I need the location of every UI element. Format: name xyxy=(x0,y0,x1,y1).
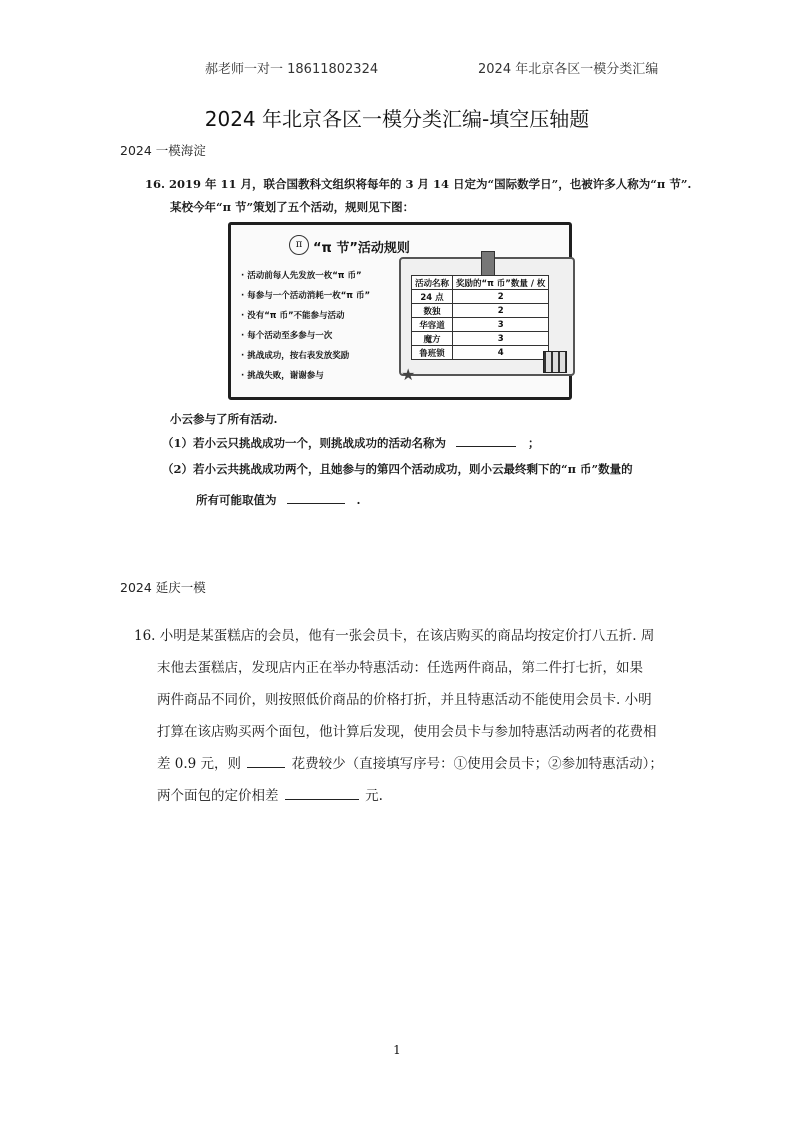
sub-question-2-end: . xyxy=(356,493,361,507)
line6-end: 元. xyxy=(365,788,383,804)
star-icon: ★ xyxy=(401,365,416,384)
table-cell: 魔方 xyxy=(412,332,453,346)
table-header: 奖励的“π 币”数量 / 枚 xyxy=(453,276,549,290)
sub-question-2-line1: （2）若小云共挑战成功两个，且她参与的第四个活动成功，则小云最终剩下的“π 币”数量的 xyxy=(162,462,633,476)
page-number: 1 xyxy=(393,1043,401,1057)
rule-item: · 没有“π 币”不能参与活动 xyxy=(241,311,345,321)
sub-question-2-text: 所有可能取值为 xyxy=(196,493,277,507)
answer-blank[interactable] xyxy=(247,755,285,768)
table-cell: 数独 xyxy=(412,304,453,318)
table-row xyxy=(412,346,549,360)
table-cell: 4 xyxy=(453,346,549,360)
pi-icon: π xyxy=(289,235,309,255)
line6-start: 两个面包的定价相差 xyxy=(157,788,279,804)
section-label-haidian: 2024 一模海淀 xyxy=(120,143,206,158)
paragraph-line: 两件商品不同价，则按照低价商品的价格打折，并且特惠活动不能使用会员卡. 小明 xyxy=(157,692,652,708)
header-left: 郝老师一对一 18611802324 xyxy=(205,62,379,77)
paragraph-line: 末他去蛋糕店，发现店内正在举办特惠活动：任选两件商品，第二件打七折，如果 xyxy=(157,660,643,676)
table-cell: 3 xyxy=(453,332,549,346)
table-cell: 鲁班锁 xyxy=(412,346,453,360)
rule-item: · 每参与一个活动消耗一枚“π 币” xyxy=(241,291,371,301)
table-cell: 3 xyxy=(453,318,549,332)
sub-question-1 xyxy=(162,434,540,451)
table-row xyxy=(412,290,549,304)
intro-line: 小云参与了所有活动. xyxy=(170,412,278,426)
rule-item: · 挑战成功，按右表发放奖励 xyxy=(241,351,350,361)
sub-question-1-text: （1）若小云只挑战成功一个，则挑战成功的活动名称为 xyxy=(162,436,446,450)
table-cell: 24 点 xyxy=(412,290,453,304)
rule-item: · 每个活动至多参与一次 xyxy=(241,331,333,341)
sub-question-1-end: ； xyxy=(528,436,540,450)
sub-question-2-line2 xyxy=(196,491,361,508)
tape-decoration xyxy=(481,251,495,277)
rules-title: “π 节”活动规则 xyxy=(313,241,410,256)
table-row xyxy=(412,318,549,332)
table-cell: 2 xyxy=(453,290,549,304)
rule-item: · 活动前每人先发放一枚“π 币” xyxy=(241,271,362,281)
table-row xyxy=(412,332,549,346)
header-right: 2024 年北京各区一模分类汇编 xyxy=(478,62,659,77)
puzzle-cube-icon xyxy=(543,351,567,373)
reward-table xyxy=(411,275,549,360)
table-header: 活动名称 xyxy=(412,276,453,290)
document-title: 2024 年北京各区一模分类汇编-填空压轴题 xyxy=(204,107,590,131)
paragraph-line-5 xyxy=(157,752,663,772)
question-16-line1: 16. 2019 年 11 月，联合国教科文组织将每年的 3 月 14 日定为“国际数学日”，也被许多人称为“π 节”. xyxy=(145,177,692,191)
line5-end: 花费较少（直接填写序号：①使用会员卡；②参加特惠活动）； xyxy=(291,756,663,772)
table-row xyxy=(412,304,549,318)
answer-blank[interactable] xyxy=(287,491,345,504)
rule-item: · 挑战失败，谢谢参与 xyxy=(241,371,324,381)
rules-figure xyxy=(228,222,572,400)
paragraph-line: 16. 小明是某蛋糕店的会员，他有一张会员卡，在该店购买的商品均按定价打八五折. 周 xyxy=(134,628,655,644)
table-cell: 2 xyxy=(453,304,549,318)
line5-start: 差 0.9 元，则 xyxy=(157,756,242,772)
table-cell: 华容道 xyxy=(412,318,453,332)
section-label-yanqing: 2024 延庆一模 xyxy=(120,580,206,595)
paragraph-line: 打算在该店购买两个面包，他计算后发现，使用会员卡与参加特惠活动两者的花费相 xyxy=(157,724,657,740)
answer-blank[interactable] xyxy=(456,434,516,447)
answer-blank[interactable] xyxy=(285,787,359,800)
paragraph-line-6 xyxy=(157,784,383,804)
question-16-line2: 某校今年“π 节”策划了五个活动，规则见下图： xyxy=(170,200,415,214)
